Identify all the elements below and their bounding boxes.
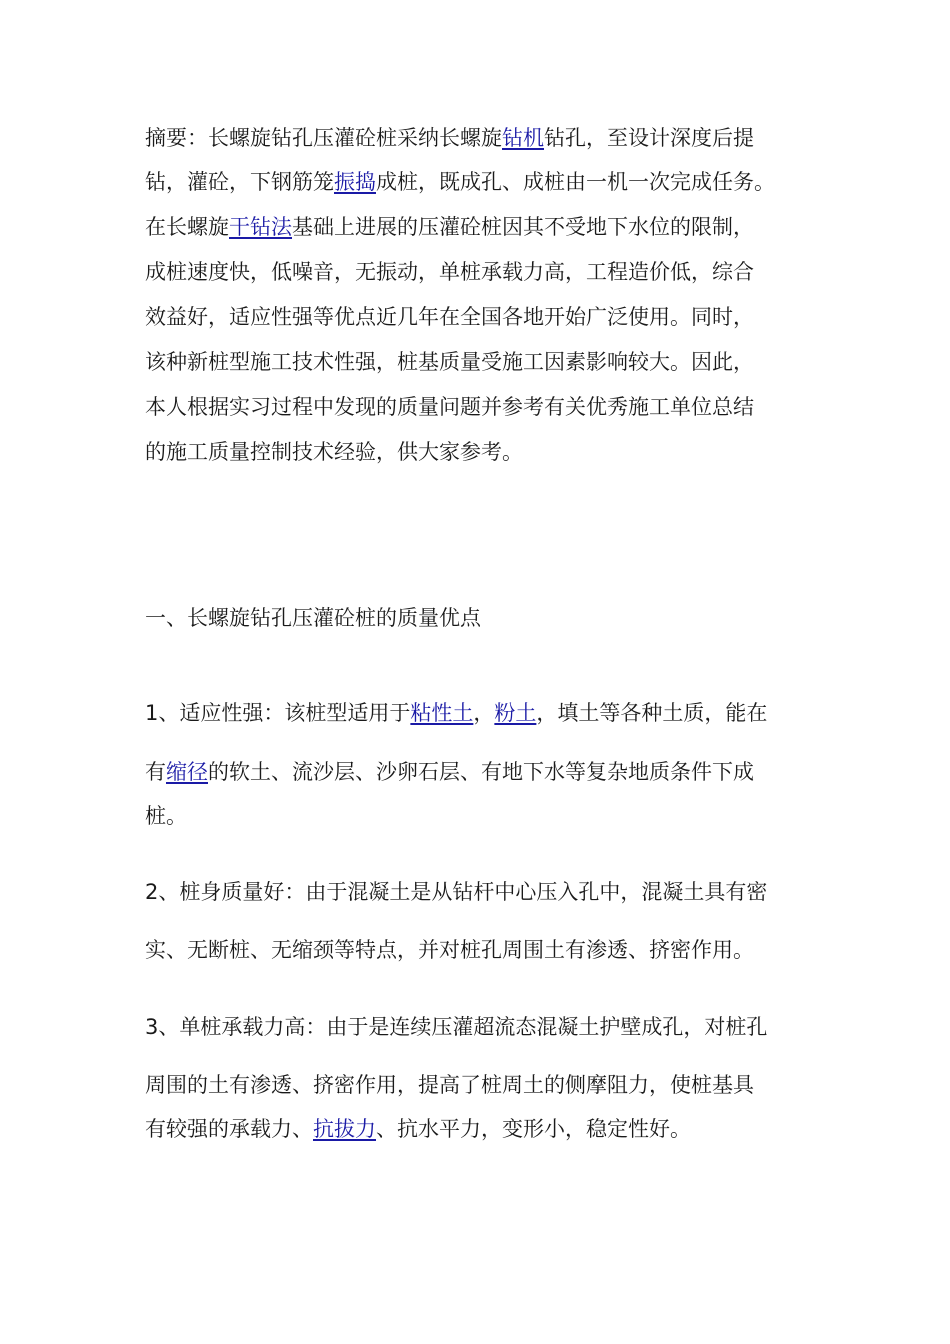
item-2-line-2: 实、无断桩、无缩颈等特点，并对桩孔周围土有渗透、挤密作用。: [145, 938, 754, 962]
item-1-line-1: [145, 699, 825, 727]
link-vibration[interactable]: 振捣: [334, 170, 376, 194]
link-dry-drilling[interactable]: 干钻法: [229, 215, 292, 239]
link-cohesive-soil[interactable]: 粘性土: [410, 701, 474, 725]
abstract-text: 在长螺旋: [145, 215, 229, 239]
link-uplift-resistance[interactable]: 抗拔力: [313, 1117, 376, 1141]
abstract-text: 钻孔，至设计深度后提: [544, 126, 754, 150]
link-silt[interactable]: 粉土: [494, 701, 537, 725]
item-text: ，填土等各种土质，能在: [536, 701, 768, 725]
item-3-line-1: 3、单桩承载力高：由于是连续压灌超流态混凝土护壁成孔，对桩孔: [145, 1015, 768, 1039]
item-3-line-2: 周围的土有渗透、挤密作用，提高了桩周土的侧摩阻力，使桩基具: [145, 1073, 754, 1097]
item-text: 的软土、流沙层、沙卵石层、有地下水等复杂地质条件下成: [208, 760, 754, 784]
abstract-line-2: [145, 168, 825, 196]
item-text: 有: [145, 760, 166, 784]
abstract-line-5: 效益好，适应性强等优点近几年在全国各地开始广泛使用。同时，: [145, 305, 754, 329]
item-text: ，: [473, 701, 495, 725]
abstract-line-4: 成桩速度快，低噪音，无振动，单桩承载力高，工程造价低，综合: [145, 260, 754, 284]
item-1-line-3: 桩。: [145, 804, 187, 828]
abstract-text: 基础上进展的压灌砼桩因其不受地下水位的限制，: [292, 215, 754, 239]
abstract-line-1: [145, 124, 825, 152]
abstract-line-7: 本人根据实习过程中发现的质量问题并参考有关优秀施工单位总结: [145, 395, 754, 419]
abstract-text: 钻，灌砼，下钢筋笼: [145, 170, 334, 194]
item-1-line-2: [145, 758, 825, 786]
link-drilling-rig[interactable]: 钻机: [502, 126, 544, 150]
link-necking[interactable]: 缩径: [166, 760, 208, 784]
item-2-line-1: 2、桩身质量好：由于混凝土是从钻杆中心压入孔中，混凝土具有密: [145, 880, 768, 904]
item-text: 、抗水平力，变形小，稳定性好。: [376, 1117, 691, 1141]
item-text: 有较强的承载力、: [145, 1117, 313, 1141]
item-text: 1、适应性强：该桩型适用于: [145, 701, 411, 725]
item-3-line-3: [145, 1115, 825, 1143]
abstract-line-3: [145, 213, 825, 241]
section-heading: 一、长螺旋钻孔压灌砼桩的质量优点: [145, 606, 481, 630]
abstract-text: 成桩，既成孔、成桩由一机一次完成任务。: [376, 170, 775, 194]
abstract-line-6: 该种新桩型施工技术性强，桩基质量受施工因素影响较大。因此，: [145, 350, 754, 374]
abstract-line-8: 的施工质量控制技术经验，供大家参考。: [145, 440, 523, 464]
abstract-text: 摘要：长螺旋钻孔压灌砼桩采纳长螺旋: [145, 126, 502, 150]
